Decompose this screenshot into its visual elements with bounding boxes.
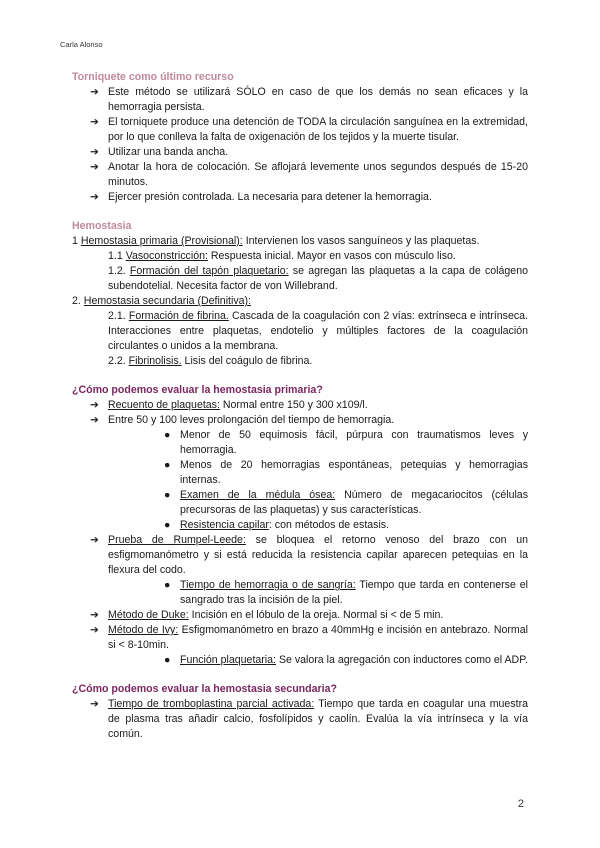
list-item: ➔ Entre 50 y 100 leves prolongación del tiempo de hemorragia. xyxy=(90,414,395,426)
list-item: ➔ Utilizar una banda ancha. xyxy=(90,146,229,158)
hemostasia-primaria: 1 Hemostasia primaria (Provisional): Intervienen los vasos sanguíneos y las plaquetas. xyxy=(72,235,480,247)
hemorragia-bullets xyxy=(72,578,528,608)
arrow-icon: ➔ xyxy=(90,609,99,621)
arrow-icon: ➔ xyxy=(90,86,99,98)
section-title-hemostasia: Hemostasia xyxy=(72,220,132,232)
bullet-icon: ● xyxy=(164,459,171,471)
rumpel-list xyxy=(72,533,528,578)
section-title-evaluar-primaria: ¿Cómo podemos evaluar la hemostasia primaria? xyxy=(72,384,323,396)
arrow-icon: ➔ xyxy=(90,161,99,173)
formacion-fibrina: 2.1. Formación de fibrina. Cascada de la coagulación con 2 vías: extrínseca e intrínseca. Interacciones entre plaquetas, endotelio y múltiples factores de la coagulación circulantes o unidos a la membrana. xyxy=(108,310,528,352)
tapon-plaquetario: 1.2. Formación del tapón plaquetario: se agregan las plaquetas a la capa de colágeno subendotelial. Necesita factor de von Willebrand. xyxy=(108,265,528,292)
metodos-list xyxy=(72,608,528,653)
bullet-icon: ● xyxy=(164,654,171,666)
list-item: ● Función plaquetaria: Se valora la agregación con inductores como el ADP. xyxy=(164,654,528,666)
arrow-icon: ➔ xyxy=(90,399,99,411)
list-item: ➔ Anotar la hora de colocación. Se aflojará levemente unos segundos después de 15-20 minutos. xyxy=(90,161,528,188)
torniquete-list xyxy=(72,85,528,205)
bullet-icon: ● xyxy=(164,579,171,591)
bullet-icon: ● xyxy=(164,519,171,531)
arrow-icon: ➔ xyxy=(90,534,99,546)
arrow-icon: ➔ xyxy=(90,414,99,426)
list-item: ● Menor de 50 equimosis fácil, púrpura con traumatismos leves y hemorragia. xyxy=(164,429,528,456)
section-title-evaluar-secundaria: ¿Cómo podemos evaluar la hemostasia secundaria? xyxy=(72,683,337,695)
section-title-torniquete: Torniquete como último recurso xyxy=(72,71,234,83)
evaluar-primaria-list xyxy=(72,398,528,428)
funcion-bullets xyxy=(72,653,528,668)
list-item: ➔ Prueba de Rumpel-Leede: se bloquea el retorno venoso del brazo con un esfigmomanómetro y si está reducida la resistencia capilar aparecen petequias en la flexura del codo. xyxy=(90,534,529,576)
list-item: ➔ El torniquete produce una detención de TODA la circulación sanguínea en la extremidad, por lo que conlleva la falta de oxigenación de los tejidos y la muerte tisular. xyxy=(90,116,528,143)
arrow-icon: ➔ xyxy=(90,191,99,203)
author-header: Carla Alonso xyxy=(60,40,103,49)
list-item: ➔ Método de Duke: Incisión en el lóbulo de la oreja. Normal si < de 5 min. xyxy=(90,609,444,621)
evaluar-secundaria-list xyxy=(72,697,528,742)
vasoconstriccion: 1.1 Vasoconstricción: Respuesta inicial. Mayor en vasos con músculo liso. xyxy=(108,250,456,262)
arrow-icon: ➔ xyxy=(90,146,99,158)
hemostasia-secundaria: 2. Hemostasia secundaria (Definitiva): xyxy=(72,295,252,307)
bullet-icon: ● xyxy=(164,489,171,501)
arrow-icon: ➔ xyxy=(90,698,99,710)
list-item: ● Tiempo de hemorragia o de sangría: Tiempo que tarda en contenerse el sangrado tras la incisión de la piel. xyxy=(164,579,528,606)
list-item: ● Examen de la médula ósea: Número de megacariocitos (células precursoras de las plaquetas) y sus características. xyxy=(164,489,528,516)
bullet-icon: ● xyxy=(164,429,171,441)
list-item: ● Menos de 20 hemorragias espontáneas, petequias y hemorragias internas. xyxy=(164,459,528,486)
list-item: ➔ Ejercer presión controlada. La necesaria para detener la hemorragia. xyxy=(90,191,432,203)
arrow-icon: ➔ xyxy=(90,624,99,636)
plaquetas-bullets xyxy=(72,428,528,533)
document-body xyxy=(72,70,528,742)
fibrinolisis: 2.2. Fibrinolisis. Lisis del coágulo de fibrina. xyxy=(108,355,313,367)
list-item: ➔ Método de Ivy: Esfigmomanómetro en brazo a 40mmHg e incisión en antebrazo. Normal si < 8-10min. xyxy=(90,624,528,651)
list-item: ➔ Tiempo de tromboplastina parcial activada: Tiempo que tarda en coagular una muestra de plasma tras añadir calcio, fosfolípidos y caolín. Evalúa la vía intrínseca y la vía común. xyxy=(90,698,528,740)
arrow-icon: ➔ xyxy=(90,116,99,128)
list-item: ➔ Recuento de plaquetas: Normal entre 150 y 300 x109/l. xyxy=(90,399,368,411)
page-number: 2 xyxy=(517,798,524,810)
list-item: ➔ Este método se utilizará SÓLO en caso de que los demás no sean eficaces y la hemorragia persista. xyxy=(90,86,528,113)
list-item: ● Resistencia capilar: con métodos de estasis. xyxy=(164,519,390,531)
